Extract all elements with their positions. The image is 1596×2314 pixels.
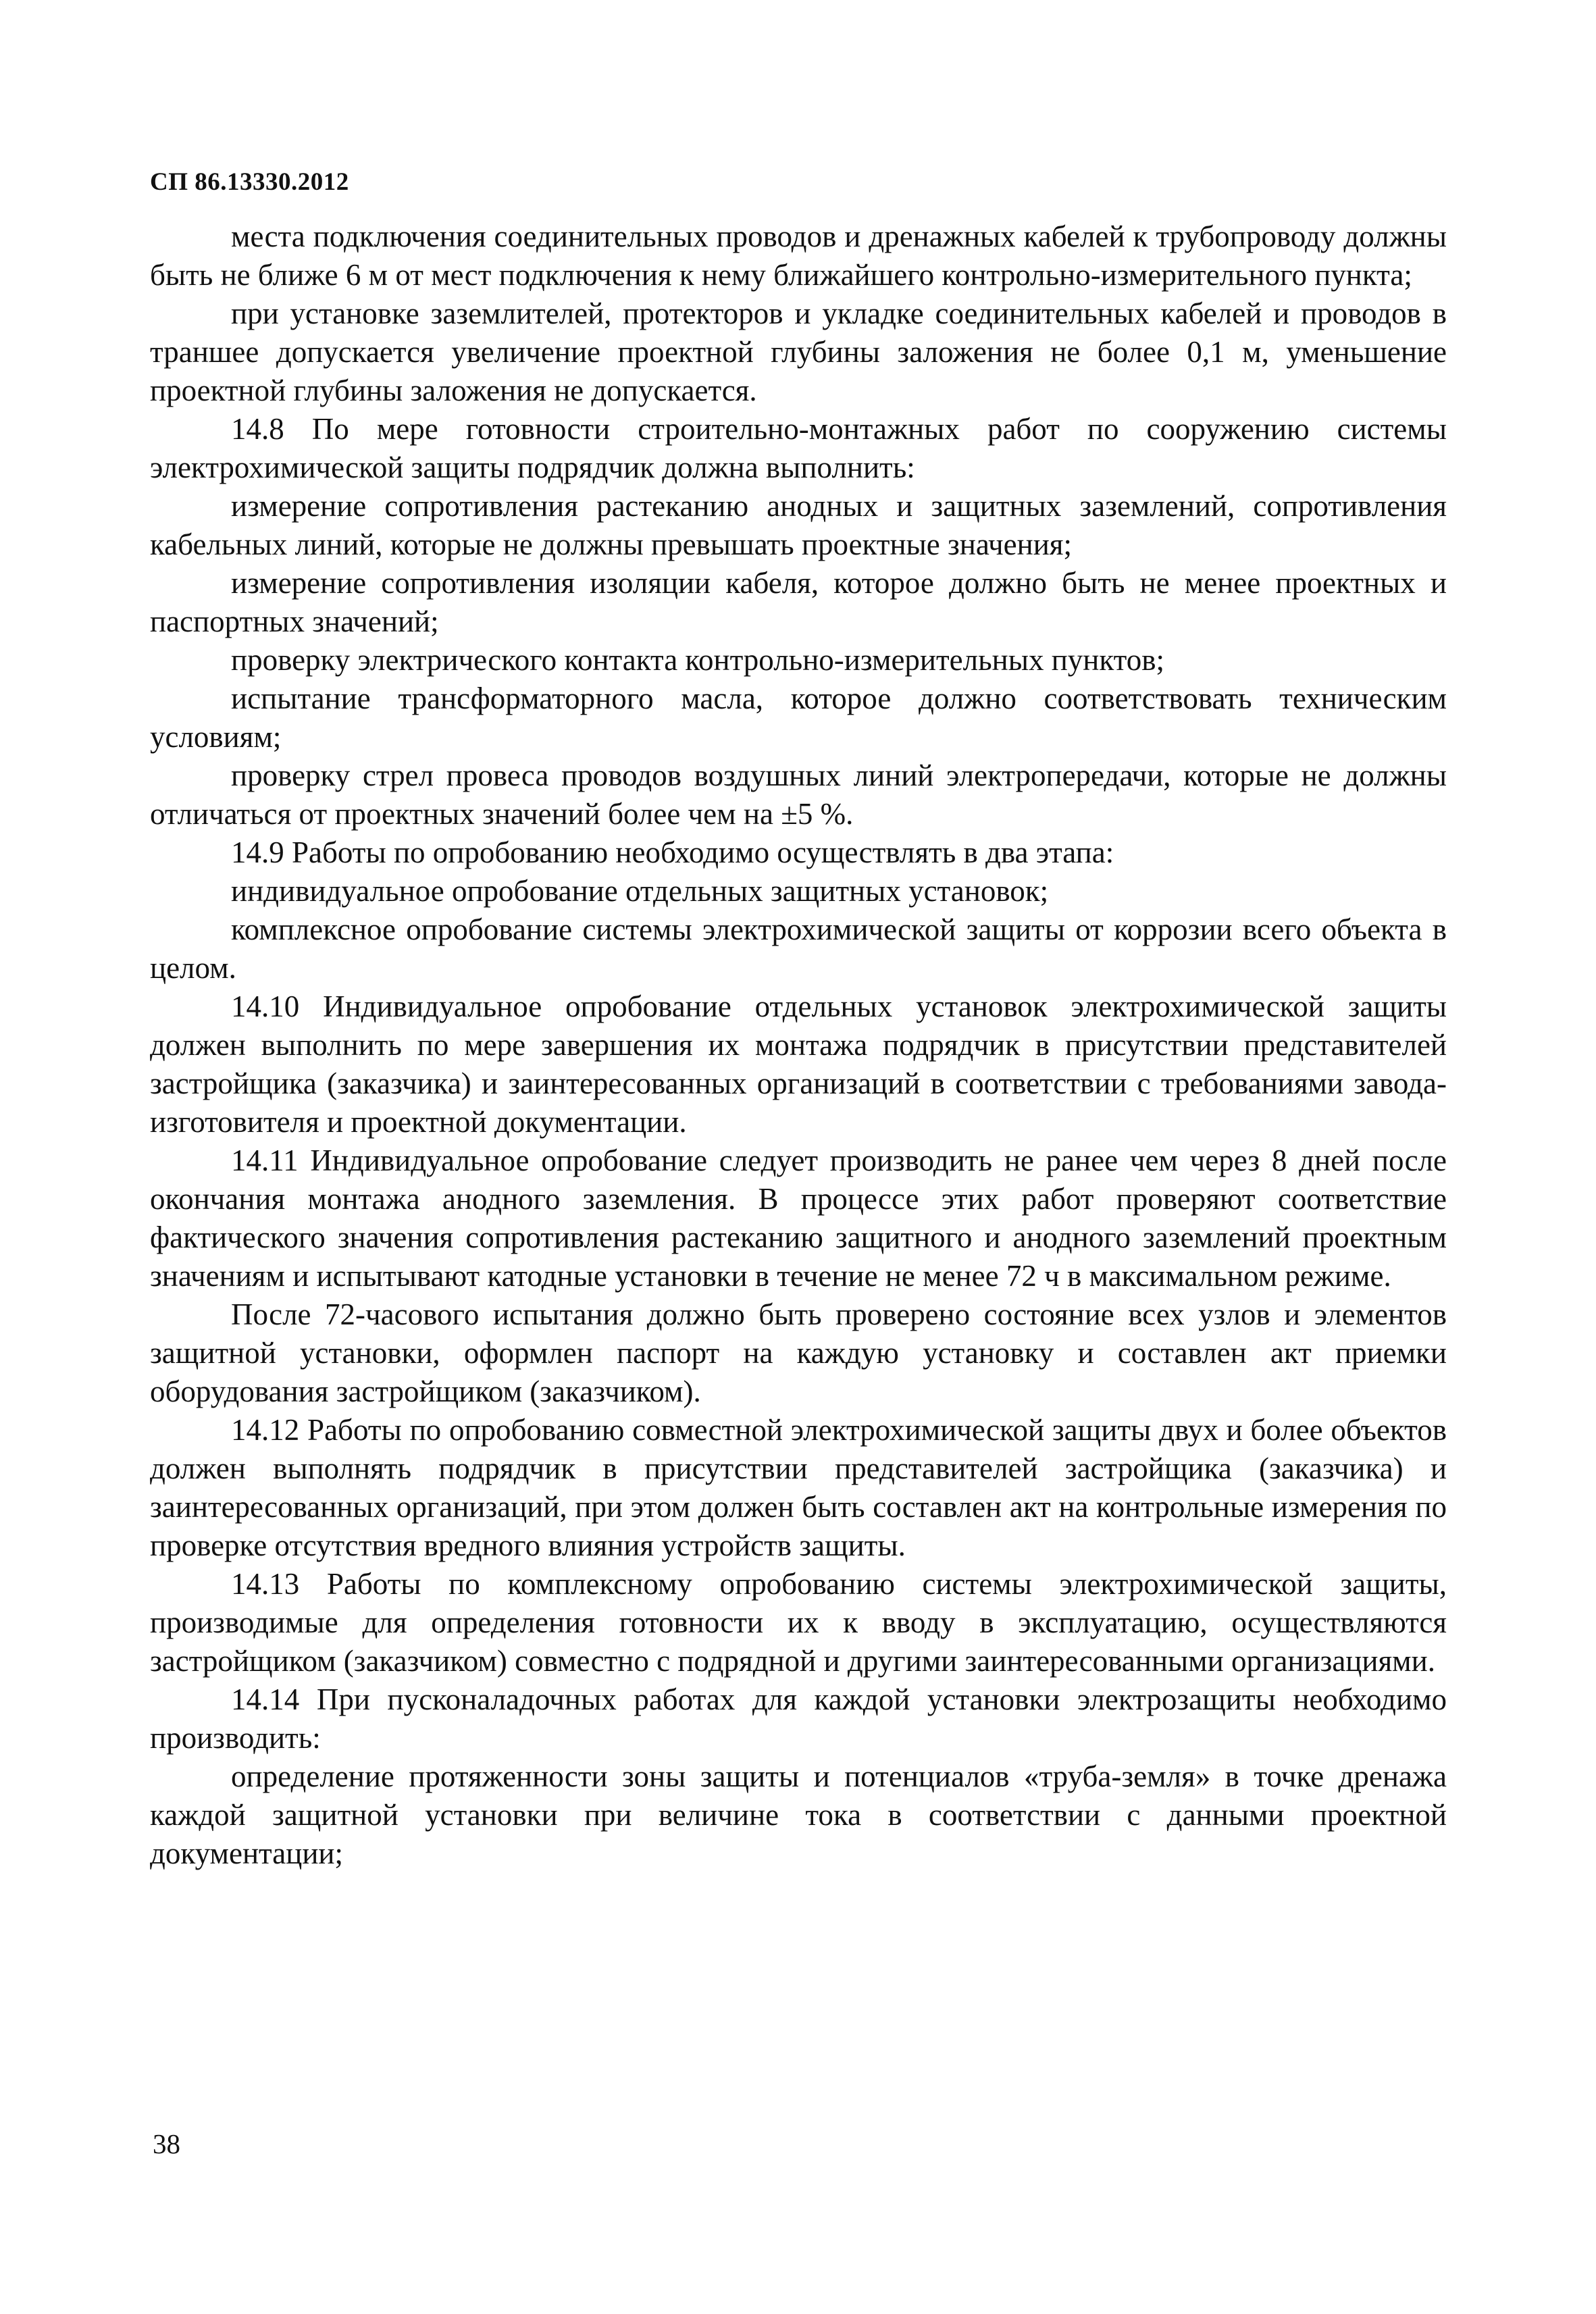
paragraph: проверку электрического контакта контрольно-измерительных пунктов; xyxy=(231,643,1164,677)
paragraph: определение протяженности зоны защиты и потенциалов «труба-земля» в точке дренажа каждой защитной установки при величине тока в соответствии с данными проектной документации; xyxy=(150,1759,1447,1870)
paragraph: После 72-часового испытания должно быть проверено состояние всех узлов и элементов защитной установки, оформлен паспорт на каждую установку и составлен акт приемки оборудования застройщиком (заказчиком). xyxy=(150,1297,1447,1408)
paragraph: измерение сопротивления растеканию анодных и защитных заземлений, сопротивления кабельных линий, которые не должны превышать проектные значения; xyxy=(150,489,1447,561)
paragraph: 14.14 При пусконаладочных работах для каждой установки электрозащиты необходимо производить: xyxy=(150,1682,1447,1755)
document-code: СП 86.13330.2012 xyxy=(150,168,349,196)
paragraph: 14.8 По мере готовности строительно-монтажных работ по сооружению системы электрохимической защиты подрядчик должна выполнить: xyxy=(150,412,1447,484)
paragraph: 14.9 Работы по опробованию необходимо осуществлять в два этапа: xyxy=(231,835,1114,869)
paragraph: комплексное опробование системы электрохимической защиты от коррозии всего объекта в целом. xyxy=(150,912,1447,985)
paragraph: проверку стрел провеса проводов воздушных линий электропередачи, которые не должны отличаться от проектных значений более чем на ±5 %. xyxy=(150,759,1447,831)
paragraph: измерение сопротивления изоляции кабеля, которое должно быть не менее проектных и паспортных значений; xyxy=(150,566,1447,638)
paragraph: при установке заземлителей, протекторов и укладке соединительных кабелей и проводов в траншее допускается увеличение проектной глубины заложения не более 0,1 м, уменьшение проектной глубины заложения не допускается. xyxy=(150,297,1447,407)
paragraph: места подключения соединительных проводов и дренажных кабелей к трубопроводу должны быть не ближе 6 м от мест подключения к нему ближайшего контрольно-измерительного пункта; xyxy=(150,220,1447,292)
paragraph: 14.10 Индивидуальное опробование отдельных установок электрохимической защиты должен выполнить по мере завершения их монтажа подрядчик в присутствии представителей застройщика (заказчика) и заинтересованных организаций в соответствии с требованиями завода-изготовителя и проектной документации. xyxy=(150,989,1447,1139)
page-number: 38 xyxy=(153,2128,180,2159)
document-body xyxy=(150,217,1447,1873)
paragraph: 14.11 Индивидуальное опробование следует производить не ранее чем через 8 дней после окончания монтажа анодного заземления. В процессе этих работ проверяют соответствие фактического значения сопротивления растеканию защитного и анодного заземлений проектным значениям и испытывают катодные установки в течение не менее 72 ч в максимальном режиме. xyxy=(150,1143,1447,1293)
paragraph: испытание трансформаторного масла, которое должно соответствовать техническим условиям; xyxy=(150,682,1447,754)
paragraph: индивидуальное опробование отдельных защитных установок; xyxy=(231,874,1049,908)
paragraph: 14.12 Работы по опробованию совместной электрохимической защиты двух и более объектов должен выполнять подрядчик в присутствии представителей застройщика (заказчика) и заинтересованных организаций, при этом должен быть составлен акт на контрольные измерения по проверке отсутствия вредного влияния устройств защиты. xyxy=(150,1413,1447,1562)
paragraph: 14.13 Работы по комплексному опробованию системы электрохимической защиты, производимые для определения готовности их к вводу в эксплуатацию, осуществляются застройщиком (заказчиком) совместно с подрядной и другими заинтересованными организациями. xyxy=(150,1567,1447,1678)
